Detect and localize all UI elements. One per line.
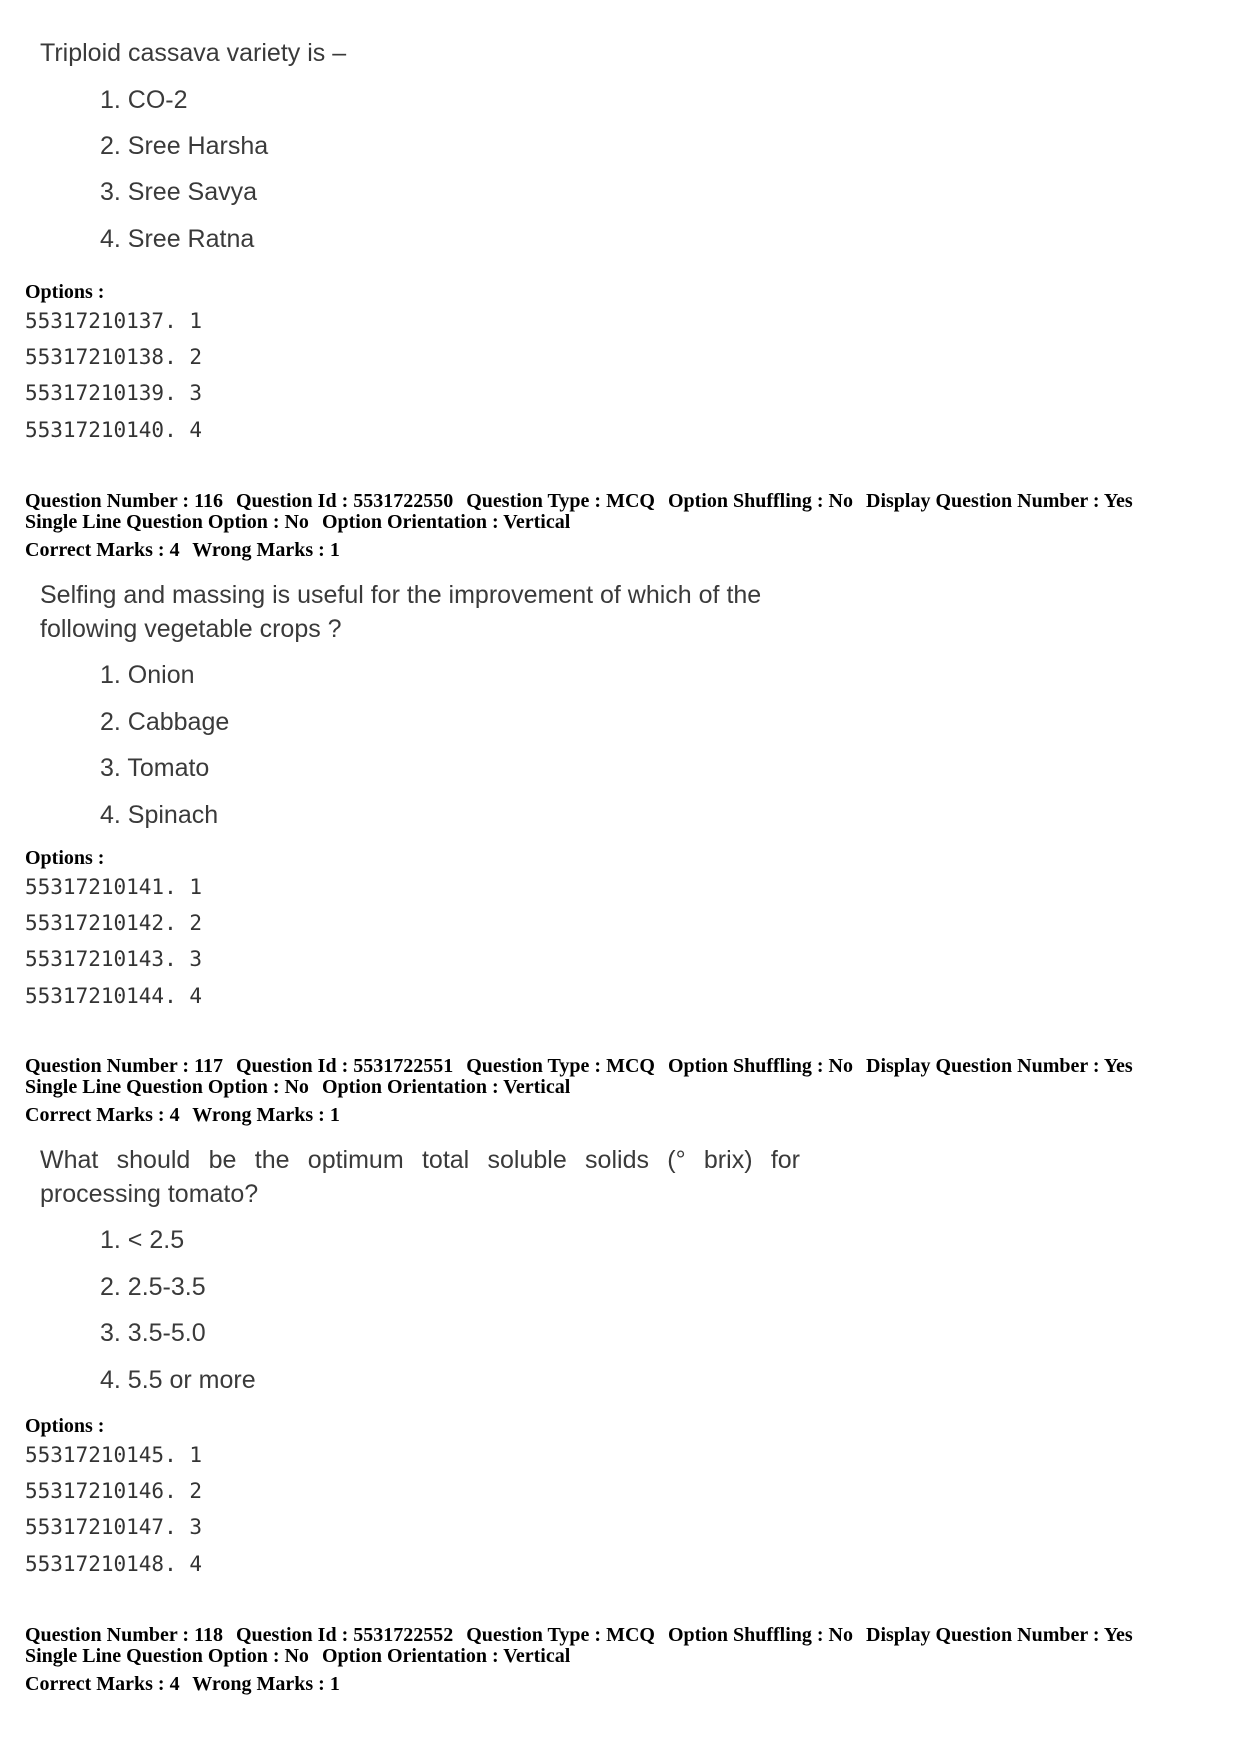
option-2: 55317210142. 2 (25, 911, 203, 935)
single-line-option: Single Line Question Option : No (25, 1645, 309, 1667)
question-number: Question Number : 118 (25, 1624, 223, 1646)
question-id: Question Id : 5531722552 (235, 1624, 454, 1646)
option-4: 55317210148. 4 (25, 1552, 203, 1576)
option-3: 55317210143. 3 (25, 947, 203, 971)
choice-2: 2. 2.5-3.5 (100, 1273, 206, 1301)
choice-4: 4. Spinach (100, 801, 219, 829)
option-2: 55317210138. 2 (25, 345, 203, 369)
display-question-number: Display Question Number : Yes (866, 1624, 1133, 1646)
correct-marks: Correct Marks : 4 (25, 539, 180, 561)
question-id: Question Id : 5531722550 (235, 490, 454, 512)
question-meta-line-2 (25, 511, 570, 533)
option-1: 55317210141. 1 (25, 875, 203, 899)
single-line-option: Single Line Question Option : No (25, 511, 309, 533)
choice-3: 3. Tomato (100, 754, 210, 782)
question-meta-line-1 (25, 490, 1133, 512)
question-type: Question Type : MCQ (466, 1624, 655, 1646)
question-meta-line-2 (25, 1076, 570, 1098)
option-3: 55317210147. 3 (25, 1515, 203, 1539)
question-meta-line-3 (25, 539, 340, 561)
choice-1: 1. < 2.5 (100, 1226, 185, 1254)
wrong-marks: Wrong Marks : 1 (192, 1673, 340, 1695)
question-meta-line-3 (25, 1104, 340, 1126)
option-4: 55317210144. 4 (25, 984, 203, 1008)
display-question-number: Display Question Number : Yes (866, 1055, 1133, 1077)
question-number: Question Number : 117 (25, 1055, 223, 1077)
wrong-marks: Wrong Marks : 1 (192, 1104, 340, 1126)
options-label: Options : (25, 847, 105, 869)
single-line-option: Single Line Question Option : No (25, 1076, 309, 1098)
question-type: Question Type : MCQ (466, 1055, 655, 1077)
option-shuffling: Option Shuffling : No (667, 490, 854, 512)
choice-3: 3. Sree Savya (100, 178, 258, 206)
option-3: 55317210139. 3 (25, 381, 203, 405)
choice-2: 2. Cabbage (100, 708, 230, 736)
option-orientation: Option Orientation : Vertical (321, 1076, 571, 1098)
correct-marks: Correct Marks : 4 (25, 1673, 180, 1695)
option-shuffling: Option Shuffling : No (667, 1055, 854, 1077)
option-1: 55317210145. 1 (25, 1443, 203, 1467)
option-shuffling: Option Shuffling : No (667, 1624, 854, 1646)
question-meta-line-3 (25, 1673, 340, 1695)
options-label: Options : (25, 281, 105, 303)
options-label: Options : (25, 1415, 105, 1437)
choice-4: 4. Sree Ratna (100, 225, 255, 253)
question-meta-line-2 (25, 1645, 570, 1667)
question-stem: What should be the optimum total soluble solids (° brix) for processing tomato? (40, 1146, 800, 1208)
question-stem: Triploid cassava variety is – (40, 39, 347, 67)
display-question-number: Display Question Number : Yes (866, 490, 1133, 512)
option-2: 55317210146. 2 (25, 1479, 203, 1503)
option-orientation: Option Orientation : Vertical (321, 511, 571, 533)
correct-marks: Correct Marks : 4 (25, 1104, 180, 1126)
question-meta-line-1 (25, 1624, 1133, 1646)
choice-1: 1. Onion (100, 661, 195, 689)
choice-1: 1. CO-2 (100, 86, 188, 114)
choice-2: 2. Sree Harsha (100, 132, 269, 160)
question-id: Question Id : 5531722551 (235, 1055, 454, 1077)
wrong-marks: Wrong Marks : 1 (192, 539, 340, 561)
question-stem: Selfing and massing is useful for the improvement of which of the following vegetable crops ? (40, 581, 762, 643)
option-orientation: Option Orientation : Vertical (321, 1645, 571, 1667)
choice-4: 4. 5.5 or more (100, 1366, 256, 1394)
question-type: Question Type : MCQ (466, 490, 655, 512)
choice-3: 3. 3.5-5.0 (100, 1319, 206, 1347)
option-4: 55317210140. 4 (25, 418, 203, 442)
question-meta-line-1 (25, 1055, 1133, 1077)
question-number: Question Number : 116 (25, 490, 223, 512)
option-1: 55317210137. 1 (25, 309, 203, 333)
